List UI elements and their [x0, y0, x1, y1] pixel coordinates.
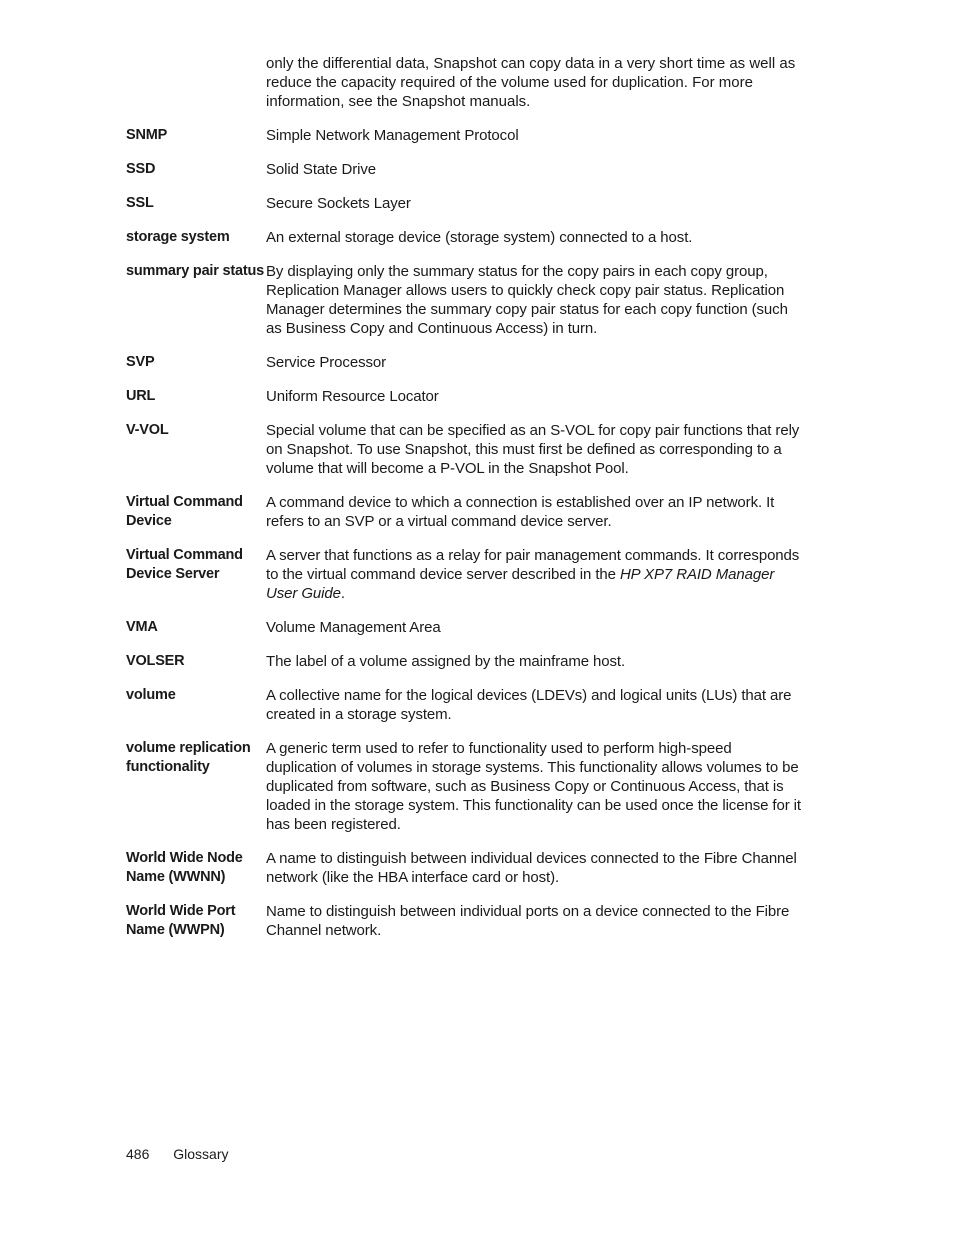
- glossary-entry-volser: [126, 652, 806, 671]
- glossary-term: URL: [126, 388, 156, 404]
- glossary-entry-ssl: [126, 194, 806, 213]
- glossary-definition: A command device to which a connection is established over an IP network. It refers to an SVP or a virtual command device server.: [266, 494, 775, 530]
- glossary-definition: Secure Sockets Layer: [266, 195, 411, 212]
- glossary-definition: Name to distinguish between individual ports on a device connected to the Fibre Channel network.: [266, 903, 790, 939]
- glossary-entry-vma: [126, 618, 806, 637]
- continued-definition: only the differential data, Snapshot can copy data in a very short time as well as reduce the capacity required of the volume used for duplication. For more information, see the Snapshot manuals.: [266, 55, 796, 110]
- glossary-term: Virtual Command Device Server: [126, 547, 243, 582]
- glossary-entry-svp: [126, 353, 806, 372]
- glossary-term: VOLSER: [126, 653, 185, 669]
- glossary-list: [126, 126, 806, 955]
- glossary-definition: A name to distinguish between individual devices connected to the Fibre Channel network (like the HBA interface card or host).: [266, 850, 797, 886]
- document-title-reference: HP XP7 RAID Manager User Guide: [266, 566, 775, 602]
- glossary-entry-ssd: [126, 160, 806, 179]
- glossary-definition: Volume Management Area: [266, 619, 441, 636]
- glossary-term: SSD: [126, 161, 156, 177]
- glossary-entry-volume-replication-functionality: [126, 739, 806, 834]
- glossary-definition: Simple Network Management Protocol: [266, 127, 519, 144]
- glossary-term: Virtual Command Device: [126, 494, 243, 529]
- glossary-term: SSL: [126, 195, 154, 211]
- page-number: 486: [126, 1146, 150, 1162]
- glossary-term: World Wide Port Name (WWPN): [126, 903, 236, 938]
- glossary-entry-wwpn: [126, 902, 806, 940]
- glossary-term: storage system: [126, 229, 230, 245]
- glossary-term: V-VOL: [126, 422, 169, 438]
- glossary-term: volume: [126, 687, 176, 703]
- glossary-definition: The label of a volume assigned by the mainframe host.: [266, 653, 626, 670]
- definition-text: .: [340, 585, 345, 602]
- glossary-definition: Service Processor: [266, 354, 387, 371]
- glossary-definition: An external storage device (storage system) connected to a host.: [266, 229, 693, 246]
- glossary-term: SNMP: [126, 127, 168, 143]
- glossary-entry-summary-pair-status: [126, 262, 806, 338]
- glossary-term: volume replication functionality: [126, 740, 251, 775]
- glossary-entry-v-vol: [126, 421, 806, 478]
- glossary-entry-wwnn: [126, 849, 806, 887]
- glossary-definition: By displaying only the summary status for the copy pairs in each copy group, Replication Manager allows users to quickly check copy pair status. Replication Manager determines the summary copy pair status for each copy function (such as Business Copy and Continuous Access) in turn.: [266, 263, 788, 337]
- glossary-definition: Solid State Drive: [266, 161, 377, 178]
- glossary-term: VMA: [126, 619, 158, 635]
- page-footer: [126, 1145, 228, 1163]
- glossary-term: World Wide Node Name (WWNN): [126, 850, 243, 885]
- glossary-entry-url: [126, 387, 806, 406]
- glossary-term: summary pair status: [126, 263, 265, 279]
- glossary-definition: Uniform Resource Locator: [266, 388, 439, 405]
- glossary-definition: [266, 546, 806, 603]
- glossary-definition: A generic term used to refer to functionality used to perform high-speed duplication of volumes in storage systems. This functionality allows volumes to be duplicated from software, such as Business Copy or Continuous Access, that is loaded in the storage system. This functionality can be used once the license for it has been registered.: [266, 740, 801, 833]
- definition-text: A server that functions as a relay for pair management commands. It corresponds to the virtual command device server described in the: [266, 547, 800, 583]
- glossary-definition: A collective name for the logical devices (LDEVs) and logical units (LUs) that are created in a storage system.: [266, 687, 792, 723]
- glossary-entry-storage-system: [126, 228, 806, 247]
- glossary-entry-volume: [126, 686, 806, 724]
- glossary-term: SVP: [126, 354, 155, 370]
- glossary-entry-virtual-command-device: [126, 493, 806, 531]
- glossary-entry-snmp: [126, 126, 806, 145]
- glossary-definition: Special volume that can be specified as an S-VOL for copy pair functions that rely on Snapshot. To use Snapshot, this must first be defined as corresponding to a volume that will become a P-VOL in the Snapshot Pool.: [266, 422, 800, 477]
- footer-section-title: Glossary: [173, 1146, 229, 1162]
- glossary-entry-virtual-command-device-server: [126, 546, 806, 603]
